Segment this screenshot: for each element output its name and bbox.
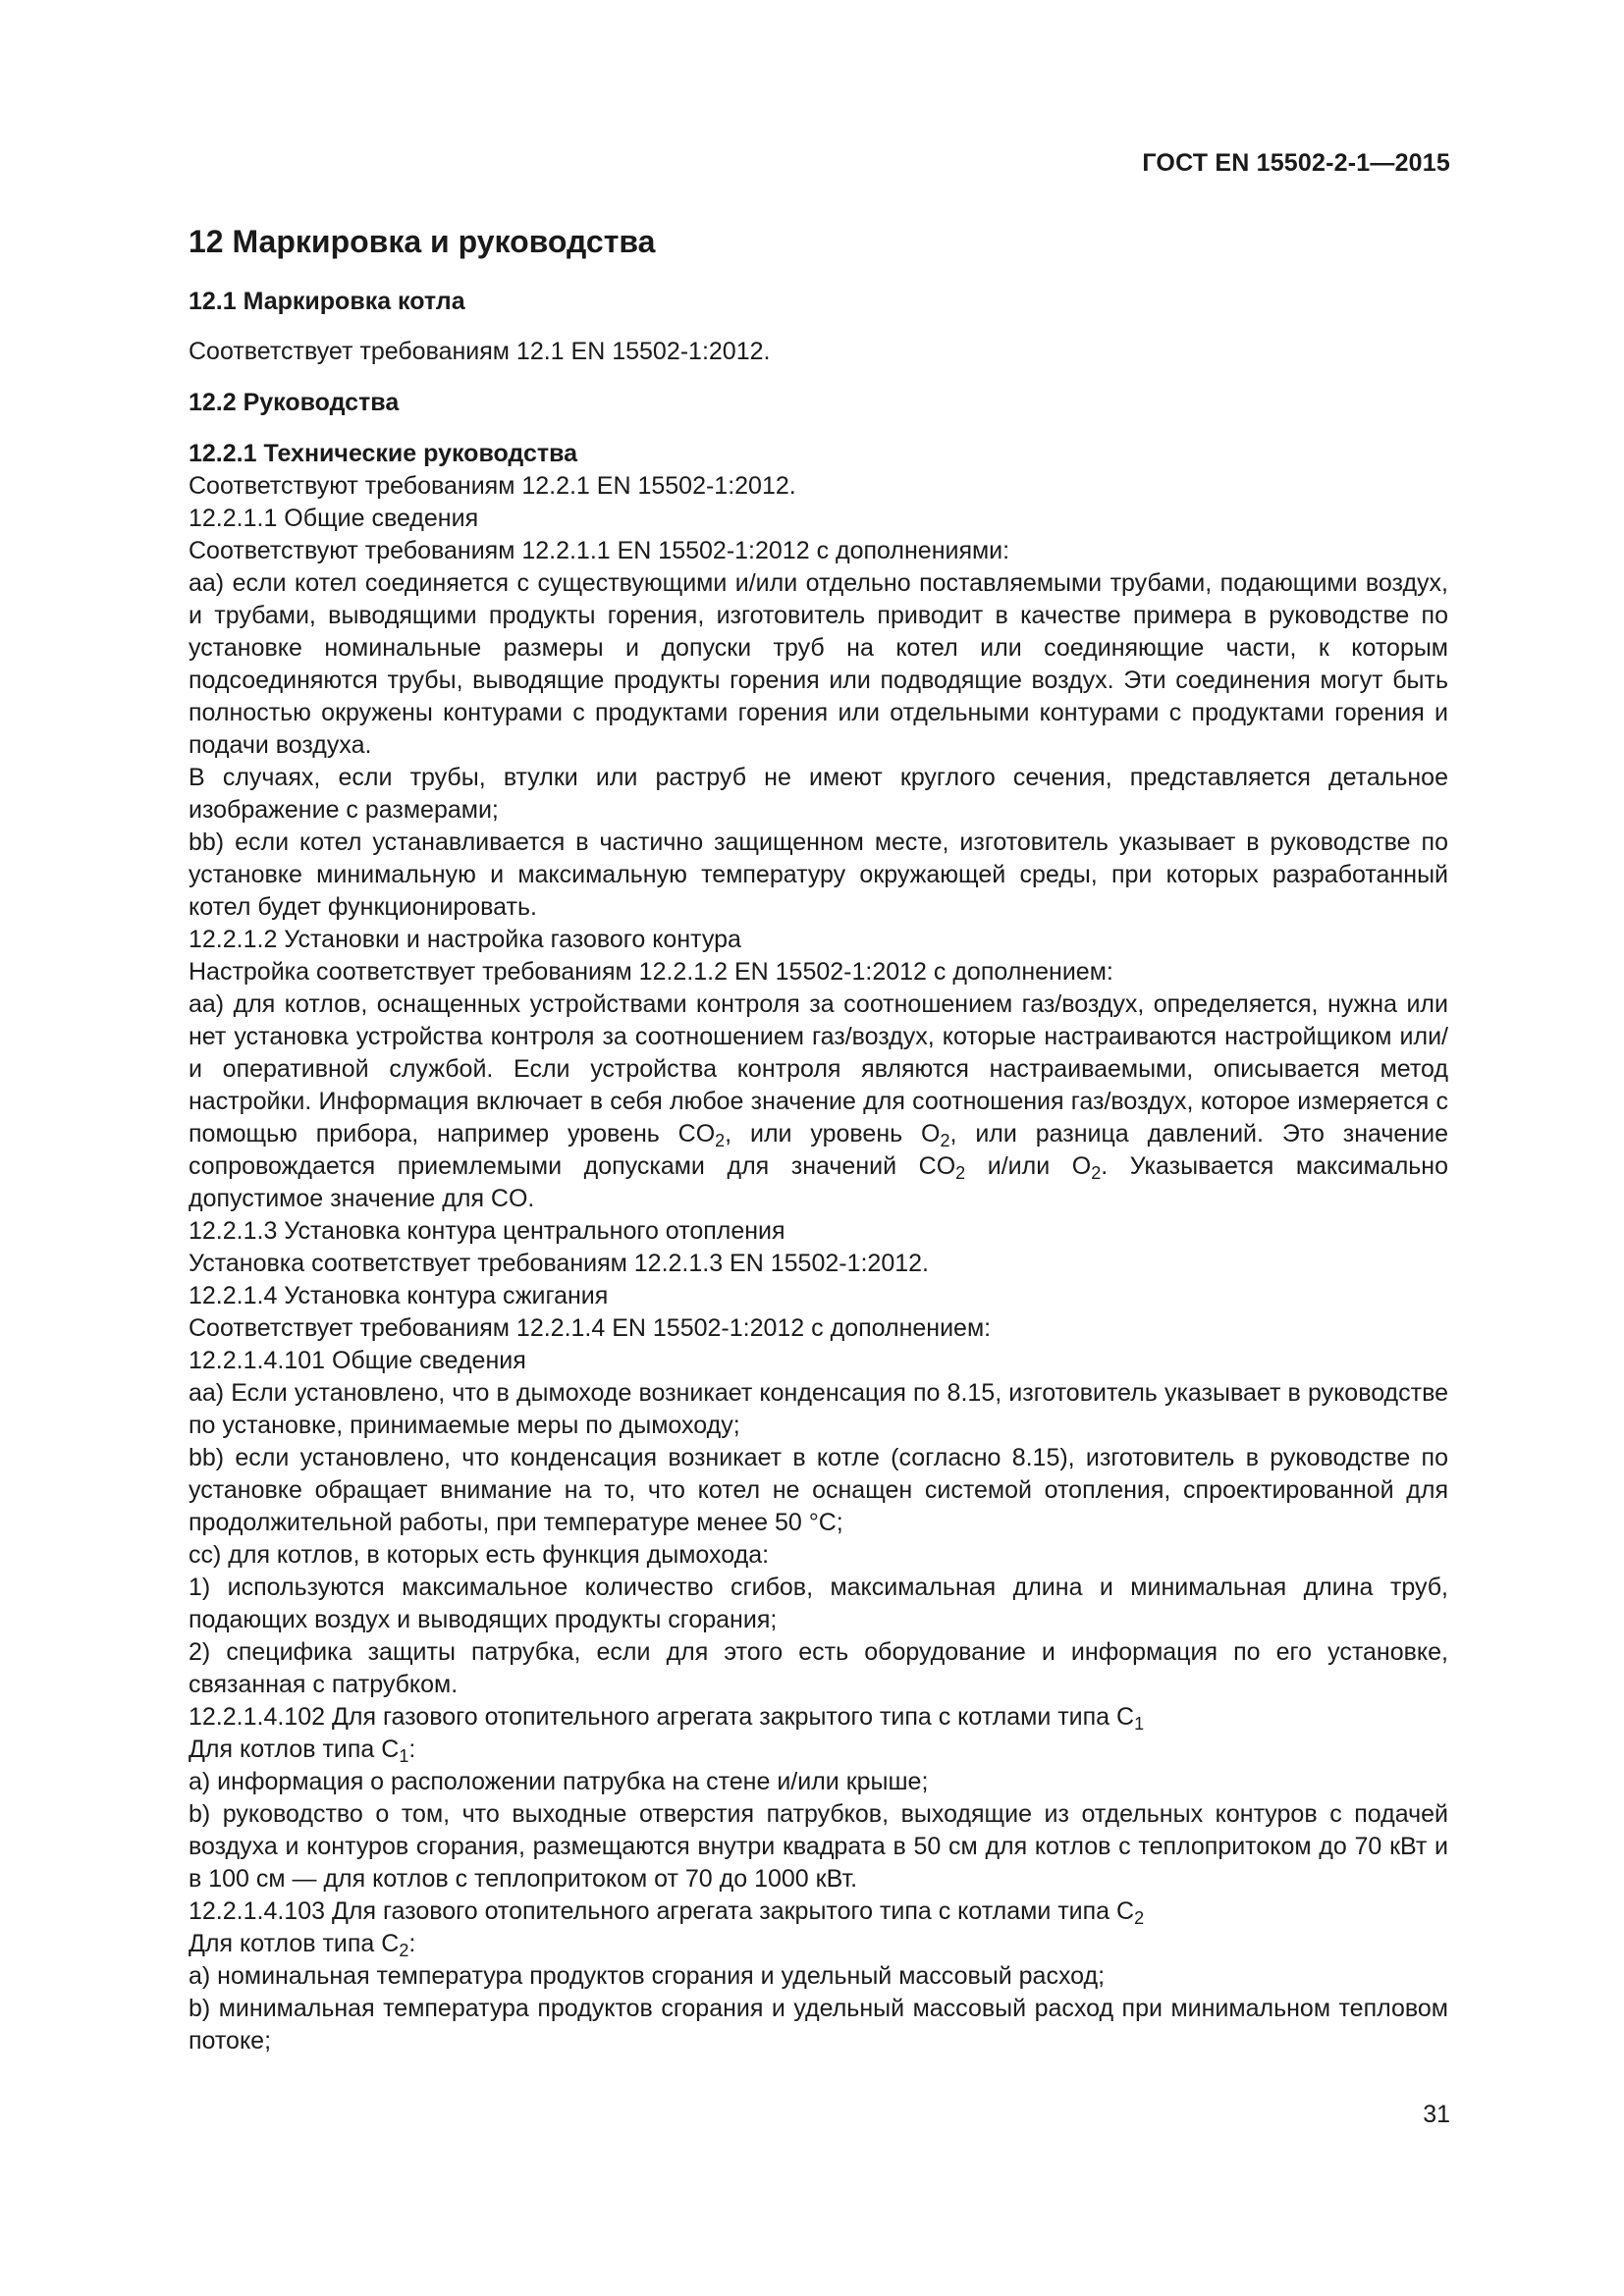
- paragraph-25: Для котлов типа $C_2$:: [189, 1930, 416, 1960]
- subsection-title-12-1: 12.1 Маркировка котла: [189, 288, 465, 315]
- page-number: 31: [1423, 2101, 1450, 2128]
- paragraph-aa-2: аа) для котлов, оснащенных устройствами контроля за соотношением газ/воздух, определяется, нужна или нет установка устройства контроля за соотношением газ/воздух, которые настраиваются настройщиком или/и оперативной службой. Если устройства контроля являются настраиваемыми, описывается метод настройки. Информация включает в себя любое значение для соотношения газ/воздух, которое измеряется с помощью прибора, например уровень $CO_2$, или уровень $O_2$, или разница давлений. Это значение сопровождается приемлемыми допусками для значений $CO_2$ и/или $O_2$. Указывается максимально допустимое значение для CO.: [189, 990, 1449, 1212]
- paragraph-item-a-2: a) номинальная температура продуктов сгорания и удельный массовый расход;: [189, 1962, 1106, 1990]
- paragraph-1: Соответствуют требованиям 12.2.1 EN 15502-1:2012.: [189, 472, 796, 500]
- paragraph-aa-3: аа) Если установлено, что в дымоходе возникает конденсация по 8.15, изготовитель указывает в руководстве по установке, принимаемые меры по дымоходу;: [189, 1379, 1448, 1439]
- paragraph-13: Соответствует требованиям 12.2.1.4 EN 15502-1:2012 с дополнением:: [189, 1314, 992, 1342]
- clause-heading-3: 12.2.1.3 Установка контура центрального отопления: [189, 1217, 785, 1245]
- document-code-header: ГОСТ EN 15502-2-1—2015: [1142, 149, 1450, 177]
- clause-heading-4: 12.2.1.4 Установка контура сжигания: [189, 1282, 609, 1309]
- page-content: [189, 222, 1448, 2057]
- paragraph-5: В случаях, если трубы, втулки или раструб не имеют круглого сечения, представляется детальное изображение с размерами;: [189, 764, 1448, 824]
- subsection-title-12-2: 12.2 Руководства: [189, 389, 400, 416]
- paragraph-item-b-1: b) руководство о том, что выходные отверстия патрубков, выходящие из отдельных контуров с подачей воздуха и контуров сгорания, размещаются внутри квадрата в 50 см для котлов с теплопритоком до 70 кВт и в 100 см — для котлов с теплопритоком от 70 до 1000 кВт.: [189, 1800, 1448, 1893]
- paragraph-cc: сс) для котлов, в которых есть функция дымохода:: [189, 1541, 770, 1569]
- clause-heading-2: 12.2.1.2 Установки и настройка газового контура: [189, 926, 741, 953]
- clause-heading-5: 12.2.1.4.101 Общие сведения: [189, 1347, 526, 1374]
- clause-heading-6: 12.2.1.4.102 Для газового отопительного агрегата закрытого типа с котлами типа $C_1$: [189, 1703, 1145, 1734]
- clause-heading: 12.2.1.1 Общие сведения: [189, 505, 479, 532]
- section-title: 12 Маркировка и руководства: [189, 224, 656, 259]
- paragraph-21: Для котлов типа $C_1$:: [189, 1735, 416, 1766]
- clause-heading-7: 12.2.1.4.103 Для газового отопительного агрегата закрытого типа с котлами типа $C_2$: [189, 1897, 1145, 1928]
- paragraph-item-1: 1) используются максимальное количество сгибов, максимальная длина и минимальная длина труб, подающих воздух и выводящих продукты сгорания;: [189, 1574, 1448, 1633]
- subsection-text-12-1: Соответствует требованиям 12.1 EN 15502-1:2012.: [189, 338, 771, 365]
- paragraph-aa-1: аа) если котел соединяется с существующими и/или отдельно поставляемыми трубами, подающими воздух, и трубами, выводящими продукты горения, изготовитель приводит в качестве примера в руководстве по установке номинальные размеры и допуски труб на котел или соединяющие части, к которым подсоединяются трубы, выводящие продукты горения или подводящие воздух. Эти соединения могут быть полностью окружены контурами с продуктами горения или отдельными контурами с продуктами горения и подачи воздуха.: [189, 569, 1448, 759]
- paragraph-8: Настройка соответствует требованиям 12.2.1.2 EN 15502-1:2012 с дополнением:: [189, 958, 1113, 986]
- subsection-title-12-2-1: 12.2.1 Технические руководства: [189, 440, 578, 467]
- paragraph-3: Соответствуют требованиям 12.2.1.1 EN 15502-1:2012 с дополнениями:: [189, 537, 1010, 564]
- paragraph-item-b-2: b) минимальная температура продуктов сгорания и удельный массовый расход при минимальном тепловом потоке;: [189, 1995, 1448, 2055]
- paragraph-item-2: 2) специфика защиты патрубка, если для этого есть оборудование и информация по его установке, связанная с патрубком.: [189, 1638, 1448, 1698]
- paragraph-item-a-1: a) информация о расположении патрубка на стене и/или крыше;: [189, 1768, 929, 1795]
- paragraph-bb-1: bb) если котел устанавливается в частично защищенном месте, изготовитель указывает в руководстве по установке минимальную и максимальную температуру окружающей среды, при которых разработанный котел будет функционировать.: [189, 828, 1448, 921]
- paragraph-11: Установка соответствует требованиям 12.2.1.3 EN 15502-1:2012.: [189, 1250, 929, 1277]
- paragraph-bb-2: bb) если установлено, что конденсация возникает в котле (согласно 8.15), изготовитель в руководстве по установке обращает внимание на то, что котел не оснащен системой отопления, спроектированной для продолжительной работы, при температуре менее 50 °С;: [189, 1444, 1448, 1536]
